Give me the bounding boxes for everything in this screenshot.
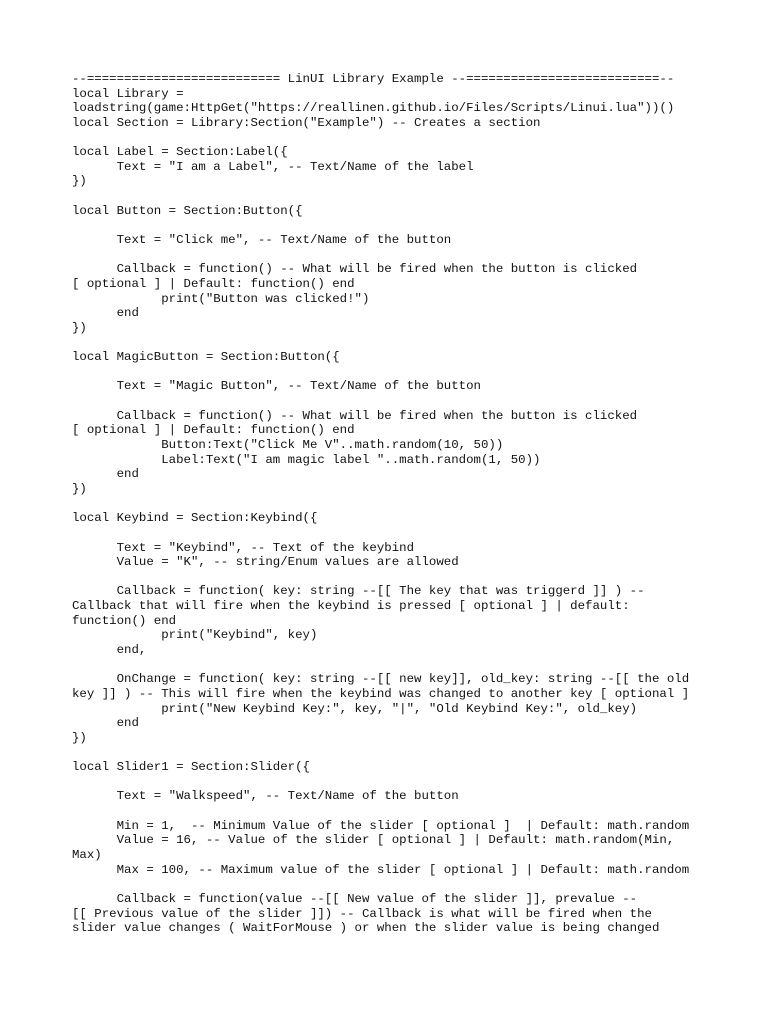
code-line: Text = "Magic Button", -- Text/Name of the button xyxy=(72,379,481,394)
code-line: print("New Keybind Key:", key, "|", "Old Keybind Key:", old_key) xyxy=(72,701,638,716)
code-line: Button:Text("Click Me V"..math.random(10, 50)) xyxy=(72,438,504,453)
code-line xyxy=(72,365,702,380)
code-line: }) xyxy=(72,481,87,496)
code-line: function() end xyxy=(72,613,177,628)
code-line: print("Button was clicked!") xyxy=(72,291,370,306)
code-line: Text = "Walkspeed", -- Text/Name of the button xyxy=(72,789,459,804)
code-line: local Section = Library:Section("Example") -- Creates a section xyxy=(72,115,541,130)
code-listing xyxy=(72,72,702,936)
code-line: Callback that will fire when the keybind is pressed [ optional ] | default: xyxy=(72,599,630,614)
code-line: Text = "Click me", -- Text/Name of the button xyxy=(72,233,452,248)
code-line xyxy=(72,745,702,760)
code-line: local Keybind = Section:Keybind({ xyxy=(72,511,318,526)
code-line: Value = 16, -- Value of the slider [ optional ] | Default: math.random(Min, xyxy=(72,833,675,848)
code-line: Text = "I am a Label", -- Text/Name of the label xyxy=(72,159,474,174)
code-line: local Label = Section:Label({ xyxy=(72,145,288,160)
code-line: end xyxy=(72,306,139,321)
code-line: Callback = function() -- What will be fired when the button is clicked xyxy=(72,262,638,277)
code-line: print("Keybind", key) xyxy=(72,628,318,643)
code-line xyxy=(72,775,702,790)
code-line xyxy=(72,394,702,409)
code-line xyxy=(72,131,702,146)
code-line: [ optional ] | Default: function() end xyxy=(72,276,355,291)
code-line xyxy=(72,248,702,263)
code-line: [ optional ] | Default: function() end xyxy=(72,423,355,438)
code-line: }) xyxy=(72,174,87,189)
code-line: end, xyxy=(72,642,147,657)
code-line: --========================== LinUI Library Example --==========================-- xyxy=(72,72,675,86)
code-line xyxy=(72,336,702,351)
code-line xyxy=(72,804,702,819)
code-line xyxy=(72,877,702,892)
code-line xyxy=(72,497,702,512)
code-line: local Library = xyxy=(72,86,184,101)
code-line: key ]] ) -- This will fire when the keybind was changed to another key [ optional ] xyxy=(72,686,690,701)
code-line: local MagicButton = Section:Button({ xyxy=(72,350,340,365)
code-line xyxy=(72,526,702,541)
code-line: slider value changes ( WaitForMouse ) or when the slider value is being changed xyxy=(72,921,660,936)
code-line: end xyxy=(72,716,139,731)
code-line: loadstring(game:HttpGet("https://reallinen.github.io/Files/Scripts/Linui.lua"))() xyxy=(72,101,675,116)
code-line: Callback = function( key: string --[[ The key that was triggerd ]] ) -- xyxy=(72,584,645,599)
code-line: Callback = function() -- What will be fired when the button is clicked xyxy=(72,408,638,423)
code-line: Value = "K", -- string/Enum values are allowed xyxy=(72,555,459,570)
code-line: end xyxy=(72,467,139,482)
code-line: Max = 100, -- Maximum value of the slider [ optional ] | Default: math.random xyxy=(72,862,690,877)
code-line: OnChange = function( key: string --[[ new key]], old_key: string --[[ the old xyxy=(72,672,690,687)
code-line xyxy=(72,189,702,204)
code-line xyxy=(72,658,702,673)
code-line: local Button = Section:Button({ xyxy=(72,203,303,218)
code-line: }) xyxy=(72,320,87,335)
code-line: Text = "Keybind", -- Text of the keybind xyxy=(72,540,415,555)
code-line: Callback = function(value --[[ New value of the slider ]], prevalue -- xyxy=(72,891,638,906)
code-line: }) xyxy=(72,730,87,745)
code-line: Max) xyxy=(72,847,102,862)
code-line: [[ Previous value of the slider ]]) -- Callback is what will be fired when the xyxy=(72,906,652,921)
code-line xyxy=(72,218,702,233)
code-line: Label:Text("I am magic label "..math.random(1, 50)) xyxy=(72,452,541,467)
code-line: Min = 1, -- Minimum Value of the slider [ optional ] | Default: math.random xyxy=(72,818,690,833)
code-line xyxy=(72,570,702,585)
code-line: local Slider1 = Section:Slider({ xyxy=(72,760,310,775)
